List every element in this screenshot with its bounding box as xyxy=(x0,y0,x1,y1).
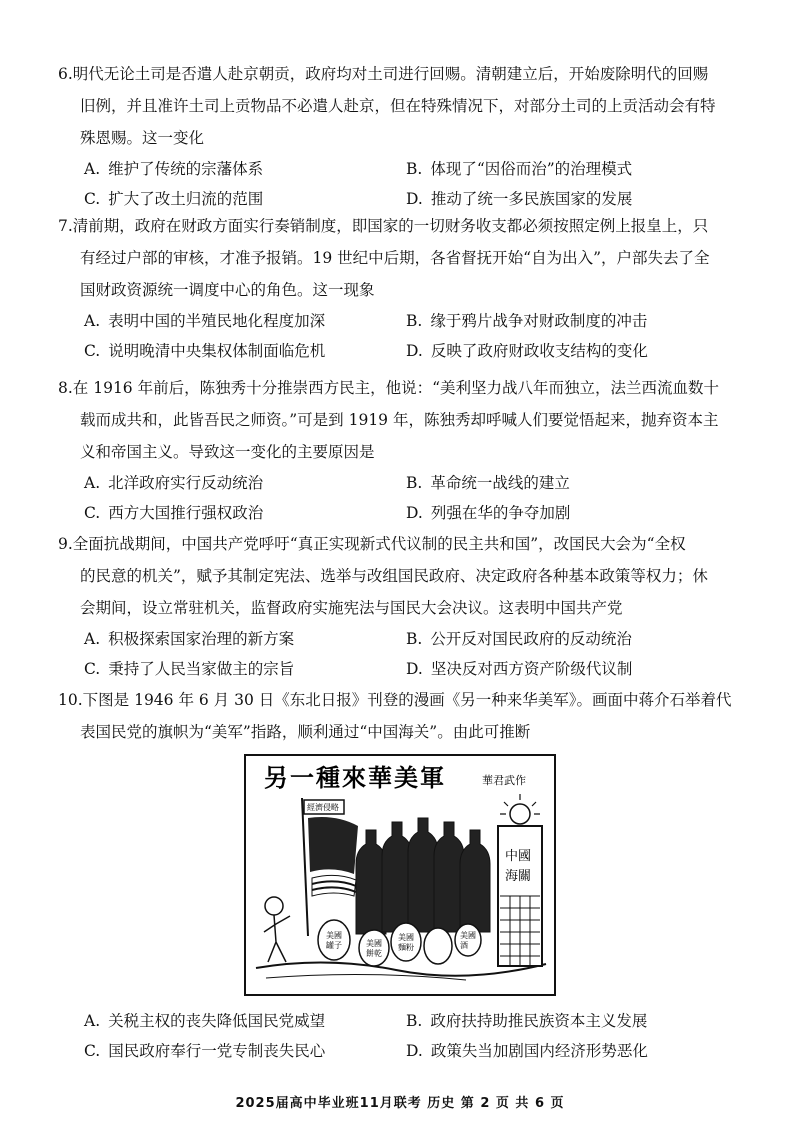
question-stem: 7.清前期，政府在财政方面实行奏销制度，即国家的一切财务收支都必须按照定例上报皇上，只 xyxy=(58,217,709,235)
page-footer: 2025届高中毕业班11月联考 历史 第 2 页 共 6 页 xyxy=(235,1096,565,1111)
option-c[interactable]: C. 国民政府奉行一党专制丧失民心 xyxy=(84,1042,326,1060)
question-number: 8. xyxy=(58,379,73,397)
question-9: 9.全面抗战期间，中国共产党呼吁“真正实现新式代议制的民主共和国”，改国民大会为“全权 的民意的机关”，赋予其制定宪法、选举与改组国民政府、决定政府各种基本政策等权力；休 会期间，设立常驻机关，监督政府实施宪法与国民大会决议。这表明中国共产党 A. 积极探索国家治理的新方案 B. 公开反对国民政府的反动统治 C. 秉持了人民当家做主的宗旨 D. 坚决反对西方资产阶级代议制 xyxy=(58,528,782,684)
question-stem: 10.下图是 1946 年 6 月 30 日《东北日报》刊登的漫画《另一种来华美军》。画面中蒋介石举着代 xyxy=(58,691,732,709)
svg-text:美國: 美國 xyxy=(366,939,382,948)
question-number: 6. xyxy=(58,65,73,83)
question-stem: 8.在 1916 年前后，陈独秀十分推崇西方民主，他说：“美利坚力战八年而独立，法兰西流血数十 xyxy=(58,379,720,397)
question-8: 8.在 1916 年前后，陈独秀十分推崇西方民主，他说：“美利坚力战八年而独立，法兰西流血数十 载而成共和，此皆吾民之师资。”可是到 1919 年，陈独秀却呼喊人们要觉悟起来，抛弃资本主 义和帝国主义。导致这一变化的主要原因是 A. 北洋政府实行反动统治 B. 革命统一战线的建立 C. 西方大国推行强权政治 D. 列强在华的争夺加剧 xyxy=(58,372,782,528)
flag-text: 經濟侵略 xyxy=(307,803,339,812)
option-a[interactable]: A. 维护了传统的宗藩体系 xyxy=(84,160,264,178)
svg-text:麵粉: 麵粉 xyxy=(398,943,414,952)
options-row xyxy=(58,1036,782,1066)
question-number: 10. xyxy=(58,691,83,709)
option-b[interactable]: B. 公开反对国民政府的反动统治 xyxy=(406,630,632,648)
option-a[interactable]: A. 北洋政府实行反动统治 xyxy=(84,474,264,492)
svg-text:罐子: 罐子 xyxy=(326,941,342,950)
question-6: 6.明代无论土司是否遣人赴京朝贡，政府均对土司进行回赐。清朝建立后，开始废除明代的回赐 旧例，并且准许土司上贡物品不必遣人赴京，但在特殊情况下，对部分土司的上贡活动会有特 殊恩赐。这一变化 A. 维护了传统的宗藩体系 B. 体现了“因俗而治”的治理模式 C. 扩大了改土归流的范围 D. 推动了统一多民族国家的发展 xyxy=(58,58,782,214)
svg-text:餅乾: 餅乾 xyxy=(366,949,382,958)
option-c[interactable]: C. 西方大国推行强权政治 xyxy=(84,504,264,522)
question-number: 9. xyxy=(58,535,73,553)
option-a[interactable]: A. 表明中国的半殖民地化程度加深 xyxy=(84,312,326,330)
option-d[interactable]: D. 推动了统一多民族国家的发展 xyxy=(406,190,633,208)
option-c[interactable]: C. 秉持了人民当家做主的宗旨 xyxy=(84,660,295,678)
question-10: 10.下图是 1946 年 6 月 30 日《东北日报》刊登的漫画《另一种来华美军》。画面中蒋介石举着代 表国民党的旗帜为“美军”指路，顺利通过“中国海关”。由此可推断 xyxy=(58,684,782,748)
cartoon-title: 另一種來華美軍 xyxy=(264,764,446,792)
option-c[interactable]: C. 说明晚清中央集权体制面临危机 xyxy=(84,342,326,360)
customs-label-line1: 中國 xyxy=(505,849,532,864)
option-d[interactable]: D. 坚决反对西方资产阶级代议制 xyxy=(406,660,633,678)
options-row xyxy=(58,624,782,654)
cartoon-author: 華君武作 xyxy=(482,774,526,787)
question-stem: 9.全面抗战期间，中国共产党呼吁“真正实现新式代议制的民主共和国”，改国民大会为“全权 xyxy=(58,535,686,553)
cartoon-drawing xyxy=(246,756,554,994)
customs-label-line2: 海關 xyxy=(505,869,532,884)
options-row xyxy=(58,154,782,184)
svg-text:美國: 美國 xyxy=(398,933,414,942)
option-d[interactable]: D. 政策失当加剧国内经济形势恶化 xyxy=(406,1042,648,1060)
option-b[interactable]: B. 革命统一战线的建立 xyxy=(406,474,570,492)
options-row xyxy=(58,498,782,528)
options-row xyxy=(58,654,782,684)
options-row xyxy=(58,306,782,336)
options-row xyxy=(58,1006,782,1036)
option-c[interactable]: C. 扩大了改土归流的范围 xyxy=(84,190,264,208)
question-7: 7.清前期，政府在财政方面实行奏销制度，即国家的一切财务收支都必须按照定例上报皇上，只 有经过户部的审核，才准予报销。19 世纪中后期，各省督抚开始“自为出入”，户部失去了全 国财政资源统一调度中心的角色。这一现象 A. 表明中国的半殖民地化程度加深 B. 缘于鸦片战争对财政制度的冲击 C. 说明晚清中央集权体制面临危机 D. 反映了政府财政收支结构的变化 xyxy=(58,210,782,366)
option-b[interactable]: B. 政府扶持助推民族资本主义发展 xyxy=(406,1012,648,1030)
option-a[interactable]: A. 积极探索国家治理的新方案 xyxy=(84,630,295,648)
svg-text:美國: 美國 xyxy=(460,931,476,940)
options-row xyxy=(58,468,782,498)
cartoon-image xyxy=(244,754,556,996)
options-row xyxy=(58,336,782,366)
option-b[interactable]: B. 缘于鸦片战争对财政制度的冲击 xyxy=(406,312,648,330)
option-d[interactable]: D. 列强在华的争夺加剧 xyxy=(406,504,571,522)
option-d[interactable]: D. 反映了政府财政收支结构的变化 xyxy=(406,342,648,360)
option-a[interactable]: A. 关税主权的丧失降低国民党威望 xyxy=(84,1012,326,1030)
question-number: 7. xyxy=(58,217,73,235)
question-stem: 6.明代无论土司是否遣人赴京朝贡，政府均对土司进行回赐。清朝建立后，开始废除明代的回赐 xyxy=(58,65,709,83)
svg-text:酒: 酒 xyxy=(460,941,468,950)
svg-text:美國: 美國 xyxy=(326,931,342,940)
option-b[interactable]: B. 体现了“因俗而治”的治理模式 xyxy=(406,160,633,178)
question-10-options xyxy=(58,1006,782,1066)
